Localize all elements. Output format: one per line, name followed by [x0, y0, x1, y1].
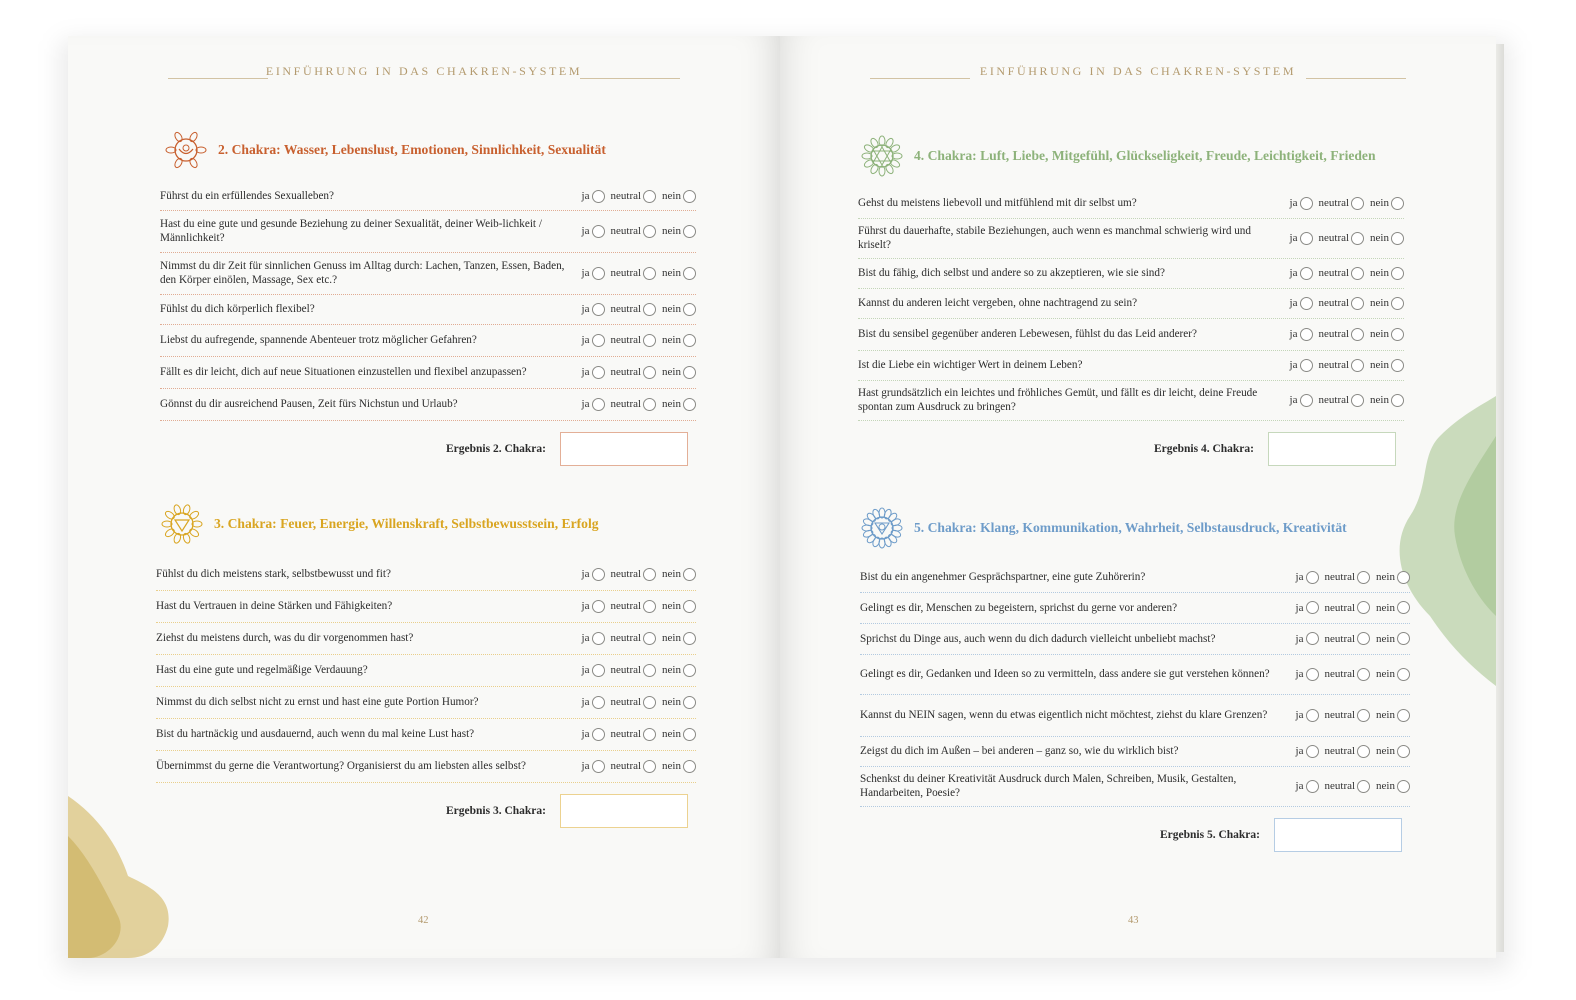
radio-ja[interactable] [592, 760, 605, 773]
option-label: nein [1370, 197, 1389, 209]
option-ja[interactable] [582, 728, 605, 741]
question-text: Nimmst du dir Zeit für sinnlichen Genuss im Alltag durch: Lachen, Tanzen, Essen, Baden, den Körper einölen, Massage, Sex etc.? [160, 260, 565, 286]
header-text: EINFÜHRUNG IN DAS CHAKREN-SYSTEM [979, 64, 1297, 78]
option-label: nein [662, 728, 681, 740]
question-row [156, 686, 696, 719]
radio-ja[interactable] [592, 728, 605, 741]
option-label: ja [581, 398, 590, 410]
page-number-left: 42 [418, 915, 429, 926]
radio-nein[interactable] [1397, 571, 1410, 584]
option-neutral[interactable] [1325, 601, 1371, 614]
question-text: Fällt es dir leicht, dich auf neue Situationen einzustellen und flexibel anzupassen? [160, 366, 527, 378]
option-label: neutral [610, 190, 642, 202]
radio-neutral[interactable] [1357, 709, 1370, 722]
option-label: neutral [610, 334, 642, 346]
option-label: ja [1295, 571, 1304, 583]
option-label: nein [1370, 267, 1389, 279]
option-ja[interactable] [582, 696, 605, 709]
question-text: Sprichst du Dinge aus, auch wenn du dich dadurch vielleicht unbeliebt machst? [860, 632, 1216, 645]
answer-options [576, 600, 696, 613]
option-ja[interactable] [1296, 745, 1319, 758]
radio-ja[interactable] [592, 632, 605, 645]
option-label: neutral [1324, 745, 1356, 757]
option-neutral[interactable] [611, 600, 657, 613]
option-label: ja [581, 568, 590, 580]
option-label: neutral [1318, 197, 1350, 209]
option-label: ja [1289, 328, 1298, 340]
chakra5-section [780, 36, 1496, 958]
answer-options [576, 760, 696, 773]
radio-neutral[interactable] [1357, 601, 1370, 614]
option-neutral[interactable] [611, 728, 657, 741]
radio-neutral[interactable] [643, 568, 656, 581]
radio-nein[interactable] [1397, 601, 1410, 614]
option-ja[interactable] [1296, 668, 1319, 681]
answer-options [1290, 668, 1410, 681]
option-label: neutral [1324, 632, 1356, 645]
option-ja[interactable] [1296, 709, 1319, 722]
question-text: Nimmst du dich selbst nicht zu ernst und hast eine gute Portion Humor? [156, 696, 479, 708]
option-ja[interactable] [1296, 571, 1319, 584]
radio-ja[interactable] [592, 664, 605, 677]
question-row [156, 750, 696, 783]
option-label: ja [581, 225, 590, 237]
option-label: neutral [610, 728, 642, 740]
chakra-icon [160, 502, 204, 546]
option-label: nein [662, 568, 681, 580]
option-label: nein [662, 664, 681, 676]
option-nein[interactable] [1376, 709, 1410, 722]
answer-options [1290, 571, 1410, 584]
option-label: neutral [1318, 394, 1350, 406]
question-row [860, 654, 1410, 695]
option-label: nein [662, 600, 681, 612]
option-label: nein [662, 398, 681, 410]
option-label: nein [662, 190, 681, 202]
option-label: neutral [1324, 780, 1356, 792]
radio-ja[interactable] [592, 568, 605, 581]
question-text: Gelingt es dir, Gedanken und Ideen so zu vermitteln, dass andere sie gut verstehen können? [860, 668, 1270, 680]
option-label: nein [662, 696, 681, 708]
radio-ja[interactable] [1306, 632, 1319, 645]
option-label: nein [1376, 668, 1395, 680]
option-label: neutral [1324, 571, 1356, 583]
option-ja[interactable] [582, 664, 605, 677]
option-label: ja [581, 664, 590, 676]
option-nein[interactable] [662, 600, 696, 613]
option-ja[interactable] [1296, 601, 1319, 614]
option-label: ja [1295, 601, 1304, 614]
option-neutral[interactable] [611, 696, 657, 709]
option-label: nein [1370, 297, 1389, 309]
radio-neutral[interactable] [1357, 745, 1370, 758]
radio-neutral[interactable] [643, 728, 656, 741]
option-label: nein [662, 225, 681, 237]
question-text: Fühlst du dich körperlich flexibel? [160, 303, 315, 315]
option-label: nein [662, 366, 681, 378]
answer-options [576, 632, 696, 645]
question-text: Hast grundsätzlich ein leichtes und fröhliches Gemüt, und fällt es dir leicht, deine Freude spontan zum Ausdruck zu bringen? [858, 387, 1258, 413]
question-row [156, 718, 696, 751]
radio-neutral[interactable] [1357, 780, 1370, 793]
radio-nein[interactable] [1397, 709, 1410, 722]
answer-options [576, 664, 696, 677]
option-label: neutral [1318, 232, 1350, 244]
question-text: Bist du ein angenehmer Gesprächspartner, eine gute Zuhörerin? [860, 571, 1146, 583]
option-ja[interactable] [1296, 632, 1319, 645]
option-label: ja [581, 190, 590, 202]
answer-options [1290, 780, 1410, 793]
option-nein[interactable] [662, 696, 696, 709]
radio-ja[interactable] [592, 600, 605, 613]
question-row [156, 558, 696, 591]
answer-options [576, 728, 696, 741]
question-row [860, 562, 1410, 593]
option-neutral[interactable] [1325, 745, 1371, 758]
option-neutral[interactable] [1325, 668, 1371, 681]
radio-nein[interactable] [683, 632, 696, 645]
option-nein[interactable] [662, 760, 696, 773]
radio-neutral[interactable] [643, 664, 656, 677]
option-label: neutral [610, 303, 642, 315]
option-label: nein [662, 334, 681, 346]
option-label: nein [1376, 571, 1395, 583]
option-label: ja [1289, 232, 1298, 244]
answer-options [1290, 709, 1410, 722]
question-text: Bist du sensibel gegenüber anderen Lebewesen, fühlst du das Leid anderer? [858, 328, 1197, 340]
question-text: Bist du hartnäckig und ausdauernd, auch wenn du mal keine Lust hast? [156, 728, 475, 740]
option-label: ja [581, 728, 590, 740]
radio-nein[interactable] [1397, 780, 1410, 793]
option-label: nein [1376, 632, 1395, 645]
watercolor-splash-yellow [68, 796, 178, 958]
option-label: ja [581, 696, 590, 708]
answer-options [576, 568, 696, 581]
option-neutral[interactable] [611, 664, 657, 677]
option-label: neutral [610, 225, 642, 237]
option-ja[interactable] [1296, 780, 1319, 793]
option-label: neutral [1318, 267, 1350, 279]
option-nein[interactable] [1376, 632, 1410, 645]
option-nein[interactable] [1376, 668, 1410, 681]
radio-nein[interactable] [683, 664, 696, 677]
radio-nein[interactable] [683, 600, 696, 613]
section-title-text: 4. Chakra: Luft, Liebe, Mitgefühl, Glückseligkeit, Freude, Leichtigkeit, Frieden [914, 148, 1376, 163]
radio-ja[interactable] [1306, 571, 1319, 584]
question-text: Ziehst du meistens durch, was du dir vorgenommen hast? [156, 632, 414, 644]
question-text: Übernimmst du gerne die Verantwortung? Organisierst du am liebsten alles selbst? [156, 760, 526, 772]
option-label: ja [1289, 394, 1298, 406]
option-label: ja [1295, 709, 1304, 721]
option-label: ja [581, 632, 590, 644]
left-page [68, 36, 780, 958]
option-label: neutral [610, 568, 642, 580]
option-label: ja [1289, 359, 1298, 371]
question-text: Gönnst du dir ausreichend Pausen, Zeit fürs Nichstun und Urlaub? [160, 398, 458, 410]
question-row [860, 623, 1410, 655]
option-ja[interactable] [582, 760, 605, 773]
question-text: Gelingt es dir, Menschen zu begeistern, sprichst du gerne vor anderen? [860, 601, 1178, 614]
option-label: ja [581, 267, 590, 279]
question-text: Liebst du aufregende, spannende Abenteuer trotz möglicher Gefahren? [160, 334, 477, 346]
option-nein[interactable] [662, 632, 696, 645]
option-label: nein [1376, 709, 1395, 721]
answer-options [576, 696, 696, 709]
radio-nein[interactable] [683, 568, 696, 581]
option-label: nein [662, 267, 681, 279]
option-label: ja [1295, 745, 1304, 757]
option-nein[interactable] [1376, 601, 1410, 614]
section-title-text: 5. Chakra: Klang, Kommunikation, Wahrheit, Selbstausdruck, Kreativität [914, 520, 1347, 535]
option-ja[interactable] [582, 632, 605, 645]
question-row [860, 736, 1410, 767]
option-label: ja [581, 600, 590, 612]
question-text: Hast du eine gute und gesunde Beziehung zu deiner Sexualität, deiner Weib-lichkeit / Männlichkeit? [160, 218, 542, 244]
option-neutral[interactable] [611, 568, 657, 581]
option-label: ja [1289, 197, 1298, 209]
radio-nein[interactable] [683, 760, 696, 773]
option-label: nein [1370, 359, 1389, 371]
question-text: Führst du dauerhafte, stabile Beziehungen, auch wenn es manchmal schwierig wird und kriselt? [858, 225, 1251, 251]
option-nein[interactable] [1376, 780, 1410, 793]
option-neutral[interactable] [1325, 709, 1371, 722]
option-nein[interactable] [662, 568, 696, 581]
option-label: neutral [610, 760, 642, 772]
option-label: neutral [610, 366, 642, 378]
option-label: ja [1289, 297, 1298, 309]
option-label: neutral [1324, 709, 1356, 721]
section-title [160, 502, 599, 546]
radio-neutral[interactable] [643, 760, 656, 773]
result-input[interactable] [560, 794, 688, 828]
radio-ja[interactable] [1306, 668, 1319, 681]
radio-neutral[interactable] [1357, 632, 1370, 645]
question-row [156, 654, 696, 687]
option-label: nein [662, 303, 681, 315]
radio-nein[interactable] [683, 696, 696, 709]
question-text: Gehst du meistens liebevoll und mitfühlend mit dir selbst um? [858, 197, 1137, 209]
result-label: Ergebnis 4. Chakra: [1154, 443, 1254, 455]
option-neutral[interactable] [1325, 632, 1371, 645]
question-text: Hast du eine gute und regelmäßige Verdauung? [156, 664, 368, 676]
radio-neutral[interactable] [1357, 571, 1370, 584]
question-text: Ist die Liebe ein wichtiger Wert in deinem Leben? [858, 359, 1083, 371]
option-label: nein [1370, 232, 1389, 244]
radio-nein[interactable] [1397, 745, 1410, 758]
result-label: Ergebnis 3. Chakra: [446, 805, 546, 817]
option-label: nein [662, 632, 681, 644]
option-label: neutral [610, 398, 642, 410]
option-label: neutral [1324, 668, 1356, 680]
question-text: Kannst du anderen leicht vergeben, ohne nachtragend zu sein? [858, 297, 1138, 309]
option-neutral[interactable] [611, 760, 657, 773]
radio-nein[interactable] [683, 728, 696, 741]
radio-neutral[interactable] [643, 600, 656, 613]
radio-neutral[interactable] [643, 632, 656, 645]
option-label: nein [1376, 745, 1395, 757]
option-label: ja [581, 366, 590, 378]
option-label: ja [581, 303, 590, 315]
radio-ja[interactable] [1306, 601, 1319, 614]
question-text: Bist du fähig, dich selbst und andere so zu akzeptieren, wie sie sind? [858, 267, 1165, 279]
question-text: Führst du ein erfüllendes Sexualleben? [160, 190, 334, 202]
section-title-text: 3. Chakra: Feuer, Energie, Willenskraft, Selbstbewusstsein, Erfolg [214, 516, 599, 531]
chakra-icon [860, 506, 904, 550]
option-label: ja [1289, 267, 1298, 279]
answer-options [1290, 745, 1410, 758]
radio-nein[interactable] [1397, 668, 1410, 681]
option-label: neutral [1318, 328, 1350, 340]
option-label: ja [1295, 632, 1304, 645]
option-nein[interactable] [662, 664, 696, 677]
result-row [446, 794, 688, 828]
option-label: neutral [610, 632, 642, 644]
option-ja[interactable] [582, 568, 605, 581]
right-page [780, 36, 1496, 958]
question-row [860, 694, 1410, 737]
radio-ja[interactable] [1306, 709, 1319, 722]
radio-ja[interactable] [1306, 745, 1319, 758]
option-label: ja [1295, 668, 1304, 680]
option-nein[interactable] [1376, 571, 1410, 584]
section-title-text: 2. Chakra: Wasser, Lebenslust, Emotionen, Sinnlichkeit, Sexualität [218, 142, 606, 157]
option-label: neutral [610, 600, 642, 612]
option-label: neutral [610, 267, 642, 279]
option-label: neutral [1318, 359, 1350, 371]
answer-options [1290, 601, 1410, 614]
option-neutral[interactable] [611, 632, 657, 645]
result-label: Ergebnis 5. Chakra: [1160, 829, 1260, 841]
radio-ja[interactable] [592, 696, 605, 709]
question-row [156, 622, 696, 655]
option-label: nein [662, 760, 681, 772]
question-text: Schenkst du deiner Kreativität Ausdruck durch Malen, Schreiben, Musik, Gestalten, Handarbeiten, Poesie? [860, 773, 1237, 799]
option-nein[interactable] [662, 728, 696, 741]
page-number-right: 43 [1128, 915, 1139, 926]
option-label: nein [1376, 780, 1395, 792]
radio-neutral[interactable] [643, 696, 656, 709]
option-neutral[interactable] [1325, 571, 1371, 584]
question-row [860, 766, 1410, 807]
option-label: nein [1376, 601, 1395, 614]
radio-nein[interactable] [1397, 632, 1410, 645]
option-label: neutral [610, 696, 642, 708]
option-ja[interactable] [582, 600, 605, 613]
result-input[interactable] [1274, 818, 1402, 852]
question-row [156, 590, 696, 623]
option-neutral[interactable] [1325, 780, 1371, 793]
radio-ja[interactable] [1306, 780, 1319, 793]
option-label: neutral [1324, 601, 1356, 614]
question-text: Zeigst du dich im Außen – bei anderen – ganz so, wie du wirklich bist? [860, 745, 1179, 757]
section-title [860, 506, 1347, 550]
option-label: neutral [1318, 297, 1350, 309]
answer-options [1290, 632, 1410, 645]
option-nein[interactable] [1376, 745, 1410, 758]
option-label: ja [581, 334, 590, 346]
option-label: neutral [610, 664, 642, 676]
result-label: Ergebnis 2. Chakra: [446, 443, 546, 455]
header-text: EINFÜHRUNG IN DAS CHAKREN-SYSTEM [265, 64, 583, 78]
radio-neutral[interactable] [1357, 668, 1370, 681]
question-text: Hast du Vertrauen in deine Stärken und Fähigkeiten? [156, 600, 393, 612]
result-row [1160, 818, 1402, 852]
option-label: nein [1370, 328, 1389, 340]
option-label: ja [1295, 780, 1304, 792]
question-row [860, 592, 1410, 624]
option-label: ja [581, 760, 590, 772]
question-text: Fühlst du dich meistens stark, selbstbewusst und fit? [156, 568, 391, 580]
option-label: nein [1370, 394, 1389, 406]
question-text: Kannst du NEIN sagen, wenn du etwas eigentlich nicht möchtest, ziehst du klare Grenzen? [860, 709, 1268, 721]
